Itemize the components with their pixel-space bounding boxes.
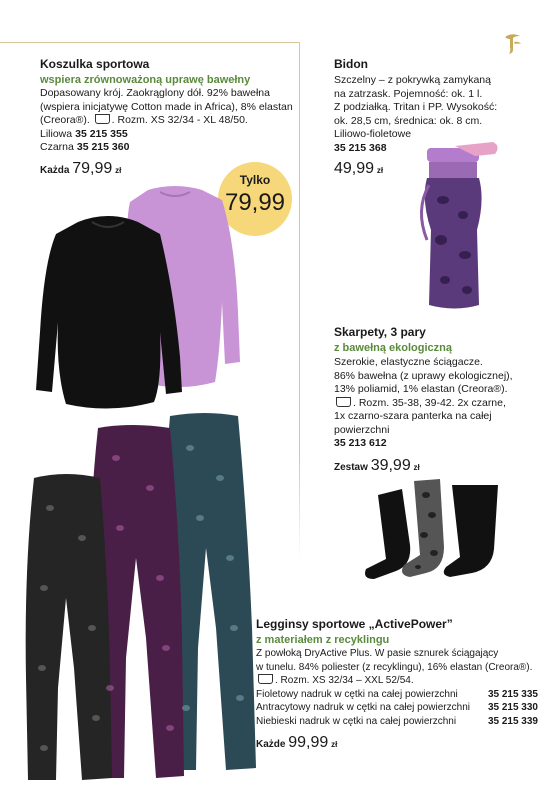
- socks-code: 35 213 612: [334, 437, 387, 449]
- wash-icon: [95, 114, 110, 124]
- leggings-price: Każde 99,99 zł: [256, 734, 338, 751]
- leggings-subtitle: z materiałem z recyklingu: [256, 634, 390, 646]
- shirt-desc-line: Dopasowany krój. Zaokrąglony dół. 92% bawełna: [40, 87, 270, 99]
- socks-section: [334, 325, 549, 475]
- socks-desc-line: powierzchni: [334, 423, 390, 436]
- socks-desc-line: 13% poliamid, 1% elastan (Creora®).: [334, 383, 508, 395]
- shirt-variant-row: Czarna 35 215 360: [40, 141, 130, 153]
- bottle-price: 49,99 zł: [334, 160, 384, 177]
- socks-price: Zestaw 39,99 zł: [334, 456, 420, 474]
- socks-desc-line: . Rozm. 35-38, 39-42. 2x czarne,: [334, 397, 549, 411]
- socks-desc-line: 1x czarno-szara panterka na całej: [334, 410, 492, 422]
- socks-image: [360, 475, 510, 583]
- bottle-desc-line: Z podziałką. Tritan i PP. Wysokość:: [334, 101, 498, 113]
- socks-desc-line: Szerokie, elastyczne ściągacze.: [334, 356, 483, 368]
- bottle-desc-line: Szczelny – z pokrywką zamykaną: [334, 74, 491, 86]
- socks-subtitle: z bawełną ekologiczną: [334, 342, 452, 354]
- leggings-title: Legginsy sportowe „ActivePower”: [256, 617, 453, 631]
- leggings-desc-line: w tunelu. 84% poliester (z recyklingu), 16% elastan (Creora®).: [256, 661, 533, 673]
- badge-label: Tylko: [239, 173, 271, 187]
- socks-title: Skarpety, 3 pary: [334, 325, 426, 339]
- shirt-title: Koszulka sportowa: [40, 57, 150, 71]
- bottle-desc-line: Liliowo-fioletowe: [334, 128, 412, 140]
- shirt-section: [40, 57, 300, 178]
- shirt-variant-row: Liliowa 35 215 355: [40, 127, 128, 140]
- leggings-desc-line: Z powłoką DryActive Plus. W pasie sznurek ściągający: [256, 648, 499, 659]
- socks-desc-line: 86% bawełna (z uprawy ekologicznej),: [334, 369, 513, 382]
- bottle-title: Bidon: [334, 57, 368, 71]
- leggings-variant-row: Niebieski nadruk w cętki na całej powierzchni 35 215 339: [256, 715, 538, 727]
- shirt-desc-line: (Creora®). . Rozm. XS 32/34 - XL 48/50.: [40, 114, 248, 126]
- bottle-desc-line: na zatrzask. Pojemność: ok. 1 l.: [334, 87, 483, 100]
- badge-price: 79,99: [224, 189, 286, 216]
- leggings-image: [20, 408, 260, 780]
- shirts-image: [30, 182, 260, 420]
- shirt-price: Każda 79,99 zł: [40, 159, 122, 177]
- frame-top-line: [0, 42, 300, 43]
- leggings-variant-row: Fioletowy nadruk w cętki na całej powierzchni 35 215 335: [256, 688, 538, 700]
- bottle-image: [405, 140, 510, 315]
- wash-icon: [258, 674, 273, 684]
- bottle-desc-line: ok. 28,5 cm, średnica: ok. 8 cm.: [334, 114, 483, 127]
- leggings-variant-row: Antracytowy nadruk w cętki na całej powierzchni 35 215 330: [256, 702, 538, 713]
- wash-icon: [336, 397, 351, 407]
- shirt-desc-line: (wspiera inicjatywę Cotton made in Africa), 8% elastan: [40, 100, 293, 113]
- bottle-code: 35 215 368: [334, 141, 387, 154]
- shirt-subtitle: wspiera zrównoważoną uprawę bawełny: [40, 74, 251, 86]
- leggings-section: [256, 617, 538, 752]
- leggings-desc-line: . Rozm. XS 32/34 – XXL 52/54.: [256, 674, 538, 688]
- brand-logo-icon: [499, 30, 525, 56]
